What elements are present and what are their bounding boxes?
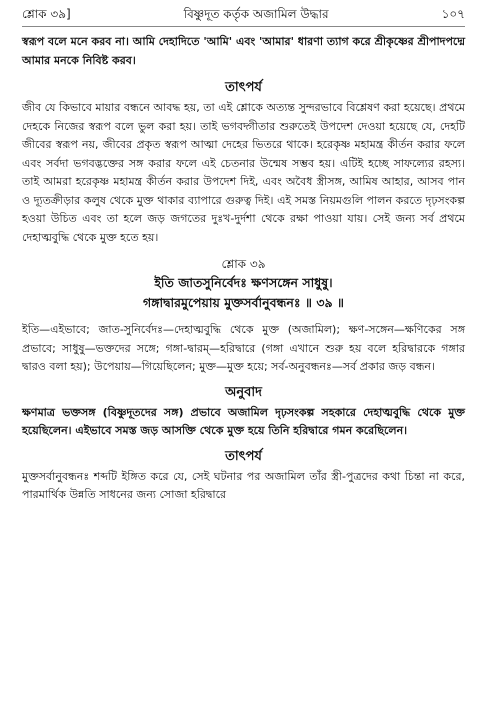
running-header (22, 6, 465, 27)
translation-heading: অনুবাদ (225, 384, 262, 400)
header-verse-ref: শ্লোক ৩৯] (22, 7, 71, 21)
opening-paragraph: স্বরূপ বলে মনে করব না। আমি দেহাদিতে 'আমি' এবং 'আমার' ধারণা ত্যাগ করে শ্রীকৃষ্ণের শ্রীপাদপদ্মে আমার মনকে নিবিষ্ট করব। (22, 35, 465, 67)
verse-line-1: ইতি জাতসুনির্বেদঃ ক্ষণসঙ্গেন সাধুষু। (154, 275, 333, 290)
translation-paragraph: ক্ষণমাত্র ভক্তসঙ্গ (বিষ্ণুদূতদের সঙ্গ) প্রভাবে অজামিল দৃঢ়সংকল্প সহকারে দেহাত্মবুদ্ধি থেকে মুক্ত হয়েছিলেন। এইভাবে সমস্ত জড় আসক্তি থেকে মুক্ত হয়ে তিনি হরিদ্বারে গমন করেছিলেন। (22, 405, 465, 437)
purport-paragraph-2: মুক্তসর্বানুবন্ধনঃ শব্দটি ইঙ্গিত করে যে, সেই ঘটনার পর অজামিল তাঁর স্ত্রী-পুত্রদের কথা চিন্তা না করে, পারমার্থিক উন্নতি সাধনের জন্য সোজা হরিদ্বারে (22, 469, 465, 501)
verse-number: শ্লোক ৩৯ (221, 257, 266, 271)
header-chapter-title: বিষ্ণুদূত কর্তৃক অজামিল উদ্ধার (183, 7, 329, 21)
purport-heading: তাৎপর্য (225, 80, 262, 95)
verse-line-2: গঙ্গাদ্বারমুপেয়ায় মুক্তসর্বানুবন্ধনঃ ॥ ৩৯ ॥ (143, 295, 344, 310)
purport-paragraph: জীব যে কিভাবে মায়ার বন্ধনে আবদ্ধ হয়, তা এই শ্লোকে অত্যন্ত সুন্দরভাবে বিশ্লেষণ করা হয়েছে। প্রথমে দেহকে নিজের স্বরূপ বলে ভুল করা হয়। তাই ভগবদ্গীতার শুরুতেই উপদেশ দেওয়া হয়েছে যে, দেহটি জীবের স্বরূপ নয়, জীবের প্রকৃত স্বরূপ আত্মা দেহের ভিতরে থাকে। হরেকৃষ্ণ মহামন্ত্র কীর্তন করার ফলে এবং সর্বদা ভগবদ্ভক্তের সঙ্গ করার ফলে এই চেতনার উন্মেষ সম্ভব হয়। এটিই হচ্ছে সাফল্যের রহস্য। তাই আমরা হরেকৃষ্ণ মহামন্ত্র কীর্তন করার উপদেশ দিই, এবং অবৈধ স্ত্রীসঙ্গ, আমিষ আহার, আসব পান ও দ্যূতক্রীড়ার কলুষ থেকে মুক্ত থাকার ব্যাপারে গুরুত্ব দিই। এই সমস্ত নিয়মগুলি পালন করতে দৃঢ়সংকল্প হওয়া উচিত এবং তা হলে জড় জগতের দুঃখ-দুর্দশা থেকে রক্ষা পাওয়া যায়। সেই জন্য সর্ব প্রথমে দেহাত্মবুদ্ধি থেকে মুক্ত হতে হয়। (22, 101, 465, 244)
purport-heading-2: তাৎপর্য (225, 448, 262, 464)
page-number: ১০৭ (441, 7, 465, 21)
synonyms-paragraph: ইতি—এইভাবে; জাত-সুনির্বেদঃ—দেহাত্মবুদ্ধি থেকে মুক্ত (অজামিল); ক্ষণ-সঙ্গেন—ক্ষণিকের সঙ্গ প্রভাবে; সাধুষু—ভক্তদের সঙ্গে; গঙ্গা-দ্বারম্—হরিদ্বারে (গঙ্গা এখানে শুরু হয় বলে হরিদ্বারকে গঙ্গার দ্বারও বলা হয়); উপেয়ায়—গিয়েছিলেন; মুক্ত—মুক্ত হয়ে; সর্ব-অনুবন্ধনঃ—সর্ব প্রকার জড় বন্ধন। (22, 323, 465, 373)
